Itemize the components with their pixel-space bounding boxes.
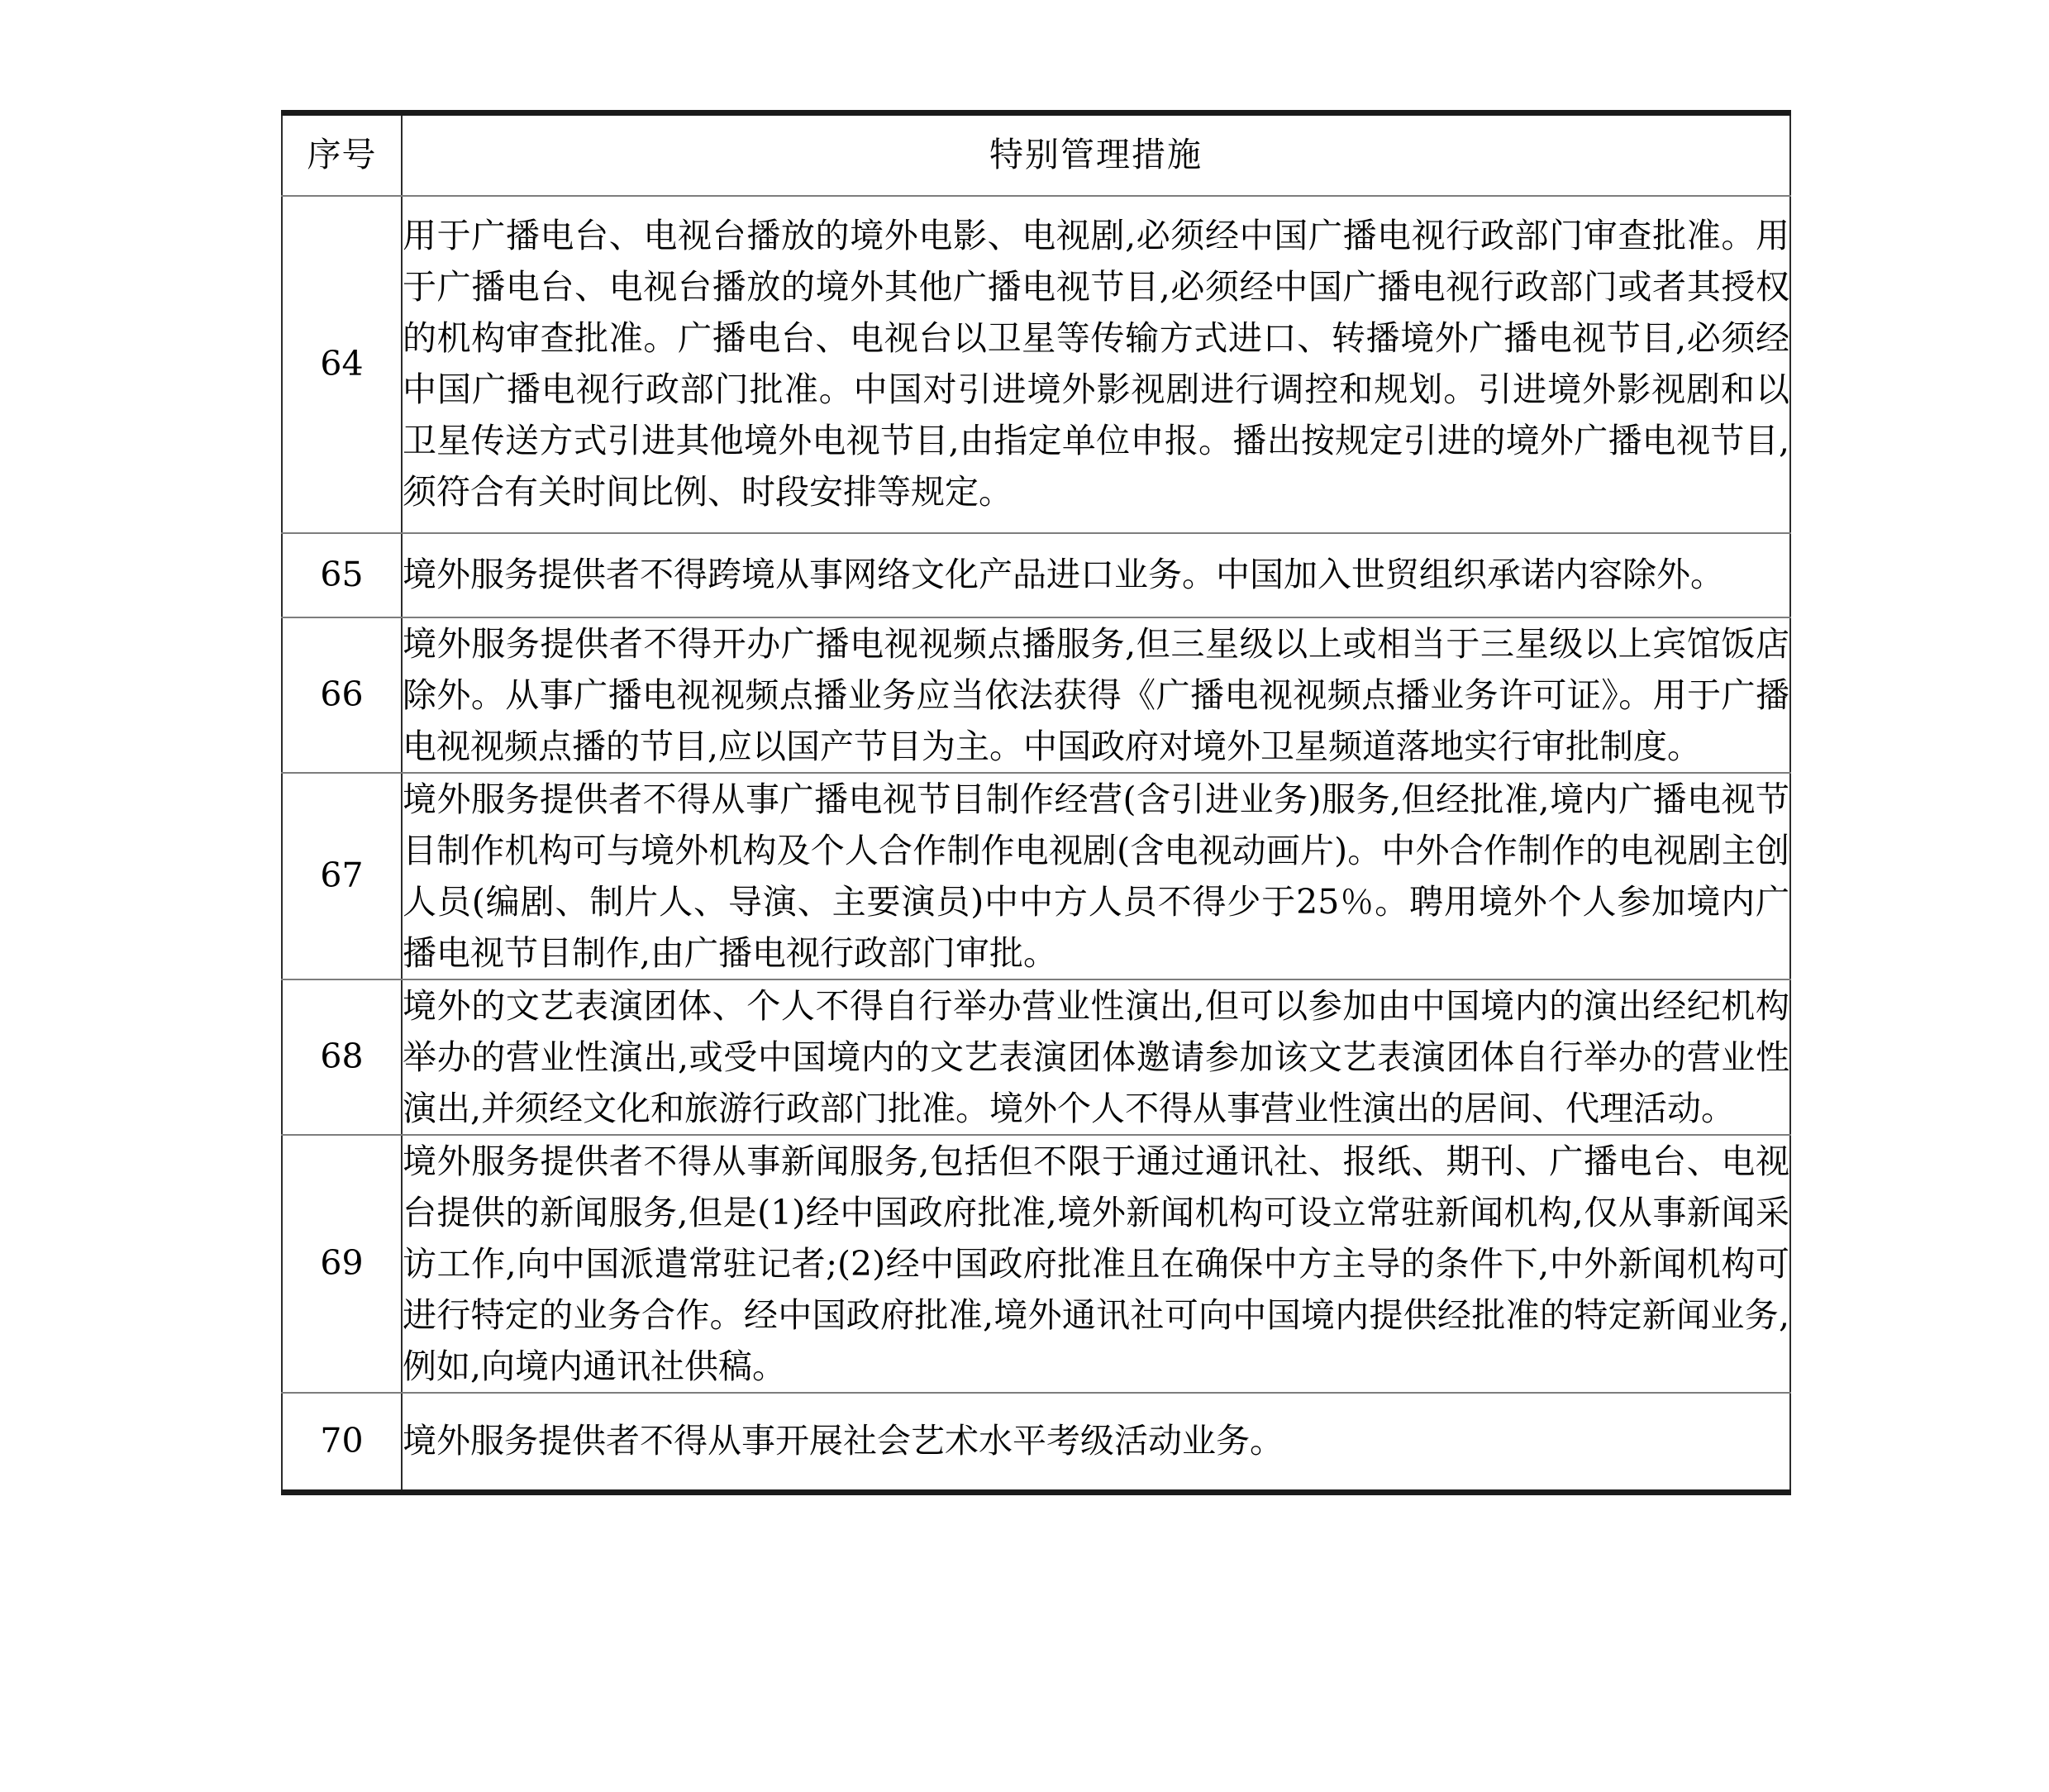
cell-measure: 境外服务提供者不得从事广播电视节目制作经营(含引进业务)服务,但经批准,境内广播电视节目制作机构可与境外机构及个人合作制作电视剧(含电视动画片)。中外合作制作的电视剧主创人员(编剧、制片人、导演、主要演员)中中方人员不得少于25％。聘用境外个人参加境内广播电视节目制作,由广播电视行政部门审批。	[402, 773, 1790, 979]
cell-serial: 64	[282, 196, 402, 533]
table-row	[282, 773, 1790, 979]
column-header-measure: 特别管理措施	[402, 113, 1790, 197]
table-row	[282, 196, 1790, 533]
table-header-row	[282, 113, 1790, 197]
cell-serial: 69	[282, 1135, 402, 1393]
cell-measure: 境外服务提供者不得从事新闻服务,包括但不限于通过通讯社、报纸、期刊、广播电台、电视台提供的新闻服务,但是(1)经中国政府批准,境外新闻机构可设立常驻新闻机构,仅从事新闻采访工作,向中国派遣常驻记者;(2)经中国政府批准且在确保中方主导的条件下,中外新闻机构可进行特定的业务合作。经中国政府批准,境外通讯社可向中国境内提供经批准的特定新闻业务,例如,向境内通讯社供稿。	[402, 1135, 1790, 1393]
table-row	[282, 1393, 1790, 1493]
cell-serial: 70	[282, 1393, 402, 1493]
cell-measure: 境外服务提供者不得从事开展社会艺术水平考级活动业务。	[402, 1393, 1790, 1493]
column-header-serial: 序号	[282, 113, 402, 197]
table-row	[282, 979, 1790, 1135]
cell-serial: 66	[282, 617, 402, 773]
table-header	[282, 113, 1790, 197]
cell-measure: 境外服务提供者不得跨境从事网络文化产品进口业务。中国加入世贸组织承诺内容除外。	[402, 533, 1790, 617]
cell-measure: 境外的文艺表演团体、个人不得自行举办营业性演出,但可以参加由中国境内的演出经纪机构举办的营业性演出,或受中国境内的文艺表演团体邀请参加该文艺表演团体自行举办的营业性演出,并须经文化和旅游行政部门批准。境外个人不得从事营业性演出的居间、代理活动。	[402, 979, 1790, 1135]
measures-table-container	[281, 110, 1789, 1495]
cell-measure: 用于广播电台、电视台播放的境外电影、电视剧,必须经中国广播电视行政部门审查批准。用于广播电台、电视台播放的境外其他广播电视节目,必须经中国广播电视行政部门或者其授权的机构审查批准。广播电台、电视台以卫星等传输方式进口、转播境外广播电视节目,必须经中国广播电视行政部门批准。中国对引进境外影视剧进行调控和规划。引进境外影视剧和以卫星传送方式引进其他境外电视节目,由指定单位申报。播出按规定引进的境外广播电视节目,须符合有关时间比例、时段安排等规定。	[402, 196, 1790, 533]
table-row	[282, 533, 1790, 617]
table-row	[282, 1135, 1790, 1393]
table-row	[282, 617, 1790, 773]
cell-measure: 境外服务提供者不得开办广播电视视频点播服务,但三星级以上或相当于三星级以上宾馆饭店除外。从事广播电视视频点播业务应当依法获得《广播电视视频点播业务许可证》。用于广播电视视频点播的节目,应以国产节目为主。中国政府对境外卫星频道落地实行审批制度。	[402, 617, 1790, 773]
cell-serial: 67	[282, 773, 402, 979]
cell-serial: 65	[282, 533, 402, 617]
table-body	[282, 196, 1790, 1493]
special-administrative-measures-table	[281, 110, 1791, 1495]
cell-serial: 68	[282, 979, 402, 1135]
